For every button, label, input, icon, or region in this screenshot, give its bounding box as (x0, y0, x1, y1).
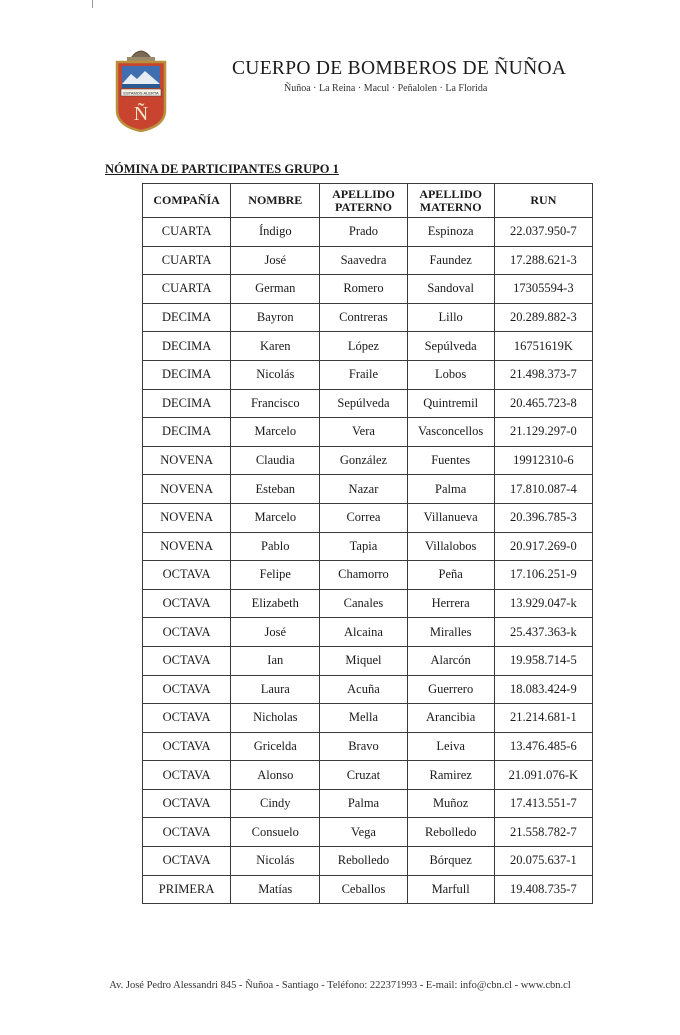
company-cell: OCTAVA (143, 675, 231, 704)
table-row (143, 704, 593, 733)
org-name: CUERPO DE BOMBEROS DE ÑUÑOA (232, 58, 567, 79)
column-header-name: NOMBRE (231, 184, 320, 218)
run-cell: 21.214.681-1 (494, 704, 592, 733)
table-row (143, 875, 593, 904)
company-cell: DECIMA (143, 418, 231, 447)
fire-department-crest (113, 44, 169, 132)
name-cell: José (231, 618, 320, 647)
paternal-surname-cell: Nazar (320, 475, 407, 504)
maternal-surname-cell: Herrera (407, 589, 494, 618)
paternal-surname-cell: Correa (320, 503, 407, 532)
table-row (143, 646, 593, 675)
company-cell: OCTAVA (143, 732, 231, 761)
paternal-surname-cell: Acuña (320, 675, 407, 704)
company-cell: NOVENA (143, 532, 231, 561)
paternal-surname-cell: Miquel (320, 646, 407, 675)
company-cell: CUARTA (143, 246, 231, 275)
company-cell: OCTAVA (143, 818, 231, 847)
run-cell: 25.437.363-k (494, 618, 592, 647)
crest-motto: ESTAMOS ALERTA (123, 90, 159, 96)
run-cell: 13.476.485-6 (494, 732, 592, 761)
company-cell: DECIMA (143, 389, 231, 418)
maternal-surname-cell: Villalobos (407, 532, 494, 561)
run-cell: 19912310-6 (494, 446, 592, 475)
company-cell: NOVENA (143, 446, 231, 475)
scan-edge-mark (92, 0, 93, 8)
maternal-surname-cell: Espinoza (407, 218, 494, 247)
paternal-surname-cell: Ceballos (320, 875, 407, 904)
name-cell: Bayron (231, 303, 320, 332)
table-row (143, 732, 593, 761)
table-row (143, 446, 593, 475)
list-title: NÓMINA DE PARTICIPANTES GRUPO 1 (105, 162, 339, 176)
name-cell: Marcelo (231, 503, 320, 532)
maternal-surname-cell: Lobos (407, 360, 494, 389)
run-cell: 17.810.087-4 (494, 475, 592, 504)
paternal-surname-cell: Vega (320, 818, 407, 847)
paternal-surname-cell: Vera (320, 418, 407, 447)
name-cell: Matías (231, 875, 320, 904)
maternal-surname-cell: Alarcón (407, 646, 494, 675)
name-cell: José (231, 246, 320, 275)
name-cell: Esteban (231, 475, 320, 504)
company-cell: OCTAVA (143, 646, 231, 675)
company-cell: CUARTA (143, 218, 231, 247)
table-row (143, 475, 593, 504)
run-cell: 17.288.621-3 (494, 246, 592, 275)
paternal-surname-cell: Contreras (320, 303, 407, 332)
column-header-maternal-surname: APELLIDO MATERNO (407, 184, 494, 218)
name-cell: Laura (231, 675, 320, 704)
maternal-surname-cell: Lillo (407, 303, 494, 332)
paternal-surname-cell: Fraile (320, 360, 407, 389)
table-row (143, 275, 593, 304)
maternal-surname-cell: Sandoval (407, 275, 494, 304)
table-row (143, 561, 593, 590)
company-cell: OCTAVA (143, 789, 231, 818)
company-cell: OCTAVA (143, 847, 231, 876)
column-header-company: COMPAÑÍA (143, 184, 231, 218)
maternal-surname-cell: Marfull (407, 875, 494, 904)
name-cell: Nicolás (231, 360, 320, 389)
company-cell: OCTAVA (143, 589, 231, 618)
company-cell: OCTAVA (143, 761, 231, 790)
run-cell: 20.289.882-3 (494, 303, 592, 332)
run-cell: 17.106.251-9 (494, 561, 592, 590)
company-cell: OCTAVA (143, 561, 231, 590)
run-cell: 17.413.551-7 (494, 789, 592, 818)
name-cell: Pablo (231, 532, 320, 561)
paternal-surname-cell: Canales (320, 589, 407, 618)
run-cell: 22.037.950-7 (494, 218, 592, 247)
table-row (143, 389, 593, 418)
company-cell: OCTAVA (143, 704, 231, 733)
name-cell: Felipe (231, 561, 320, 590)
paternal-surname-cell: Palma (320, 789, 407, 818)
paternal-surname-cell: Alcaina (320, 618, 407, 647)
table-row (143, 332, 593, 361)
company-cell: DECIMA (143, 303, 231, 332)
paternal-surname-cell: Rebolledo (320, 847, 407, 876)
name-cell: Consuelo (231, 818, 320, 847)
maternal-surname-cell: Peña (407, 561, 494, 590)
run-cell: 19.958.714-5 (494, 646, 592, 675)
run-cell: 18.083.424-9 (494, 675, 592, 704)
column-header-paternal-surname: APELLIDO PATERNO (320, 184, 407, 218)
footer-contact: Av. José Pedro Alessandri 845 - Ñuñoa - Santiago - Teléfono: 222371993 - E-mail: info@cbn.cl - www.cbn.cl (109, 980, 571, 991)
maternal-surname-cell: Rebolledo (407, 818, 494, 847)
column-header-run: RUN (494, 184, 592, 218)
run-cell: 21.129.297-0 (494, 418, 592, 447)
run-cell: 21.558.782-7 (494, 818, 592, 847)
company-cell: DECIMA (143, 360, 231, 389)
maternal-surname-cell: Faundez (407, 246, 494, 275)
paternal-surname-cell: Mella (320, 704, 407, 733)
paternal-surname-cell: Bravo (320, 732, 407, 761)
company-cell: OCTAVA (143, 618, 231, 647)
company-cell: DECIMA (143, 332, 231, 361)
run-cell: 20.917.269-0 (494, 532, 592, 561)
maternal-surname-cell: Muñoz (407, 789, 494, 818)
run-cell: 20.075.637-1 (494, 847, 592, 876)
run-cell: 13.929.047-k (494, 589, 592, 618)
table-row (143, 532, 593, 561)
maternal-surname-cell: Vasconcellos (407, 418, 494, 447)
name-cell: Claudia (231, 446, 320, 475)
table-row (143, 675, 593, 704)
name-cell: Índigo (231, 218, 320, 247)
paternal-surname-cell: Saavedra (320, 246, 407, 275)
paternal-surname-cell: Chamorro (320, 561, 407, 590)
run-cell: 21.091.076-K (494, 761, 592, 790)
name-cell: Nicolás (231, 847, 320, 876)
crest-letter: Ñ (133, 103, 149, 125)
run-cell: 17305594-3 (494, 275, 592, 304)
paternal-surname-cell: González (320, 446, 407, 475)
name-cell: Karen (231, 332, 320, 361)
table-row (143, 360, 593, 389)
table-row (143, 761, 593, 790)
company-cell: PRIMERA (143, 875, 231, 904)
name-cell: German (231, 275, 320, 304)
name-cell: Gricelda (231, 732, 320, 761)
run-cell: 20.465.723-8 (494, 389, 592, 418)
run-cell: 21.498.373-7 (494, 360, 592, 389)
name-cell: Francisco (231, 389, 320, 418)
table-row (143, 589, 593, 618)
paternal-surname-cell: Sepúlveda (320, 389, 407, 418)
table-row (143, 818, 593, 847)
table-row (143, 418, 593, 447)
table-row (143, 618, 593, 647)
maternal-surname-cell: Bórquez (407, 847, 494, 876)
maternal-surname-cell: Fuentes (407, 446, 494, 475)
paternal-surname-cell: Cruzat (320, 761, 407, 790)
maternal-surname-cell: Ramirez (407, 761, 494, 790)
table-row (143, 847, 593, 876)
run-cell: 16751619K (494, 332, 592, 361)
name-cell: Elizabeth (231, 589, 320, 618)
name-cell: Alonso (231, 761, 320, 790)
name-cell: Cindy (231, 789, 320, 818)
paternal-surname-cell: Tapia (320, 532, 407, 561)
maternal-surname-cell: Leiva (407, 732, 494, 761)
company-cell: NOVENA (143, 475, 231, 504)
table-row (143, 503, 593, 532)
name-cell: Nicholas (231, 704, 320, 733)
table-header-row (143, 184, 593, 218)
maternal-surname-cell: Palma (407, 475, 494, 504)
paternal-surname-cell: Romero (320, 275, 407, 304)
maternal-surname-cell: Guerrero (407, 675, 494, 704)
org-communes: Ñuñoa · La Reina · Macul · Peñalolen · La Florida (284, 83, 488, 94)
name-cell: Ian (231, 646, 320, 675)
company-cell: NOVENA (143, 503, 231, 532)
name-cell: Marcelo (231, 418, 320, 447)
paternal-surname-cell: Prado (320, 218, 407, 247)
maternal-surname-cell: Sepúlveda (407, 332, 494, 361)
maternal-surname-cell: Miralles (407, 618, 494, 647)
maternal-surname-cell: Villanueva (407, 503, 494, 532)
table-row (143, 789, 593, 818)
table-row (143, 303, 593, 332)
table-row (143, 218, 593, 247)
run-cell: 20.396.785-3 (494, 503, 592, 532)
company-cell: CUARTA (143, 275, 231, 304)
maternal-surname-cell: Arancibia (407, 704, 494, 733)
maternal-surname-cell: Quintremil (407, 389, 494, 418)
run-cell: 19.408.735-7 (494, 875, 592, 904)
table-row (143, 246, 593, 275)
participants-table (142, 183, 593, 904)
paternal-surname-cell: López (320, 332, 407, 361)
table-body (143, 218, 593, 904)
